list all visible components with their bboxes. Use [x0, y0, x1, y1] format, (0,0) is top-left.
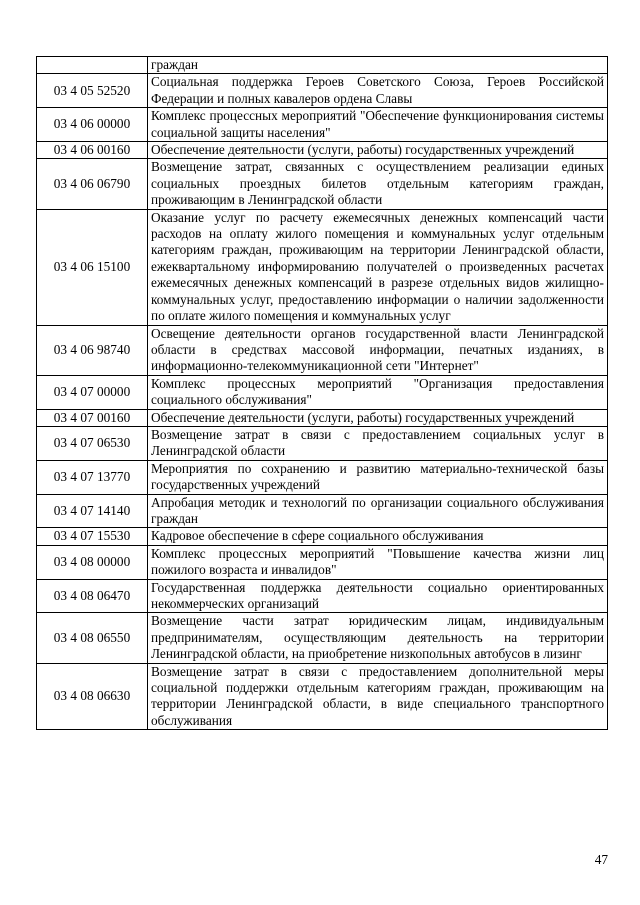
table-body	[37, 57, 608, 730]
row-name-cell: Апробация методик и технологий по организации социального обслуживания граждан	[148, 494, 608, 528]
table-row	[37, 426, 608, 460]
row-code-cell: 03 4 08 06470	[37, 579, 148, 613]
row-name-cell: Кадровое обеспечение в сфере социального обслуживания	[148, 528, 608, 545]
row-name-cell: Обеспечение деятельности (услуги, работы) государственных учреждений	[148, 409, 608, 426]
table-row	[37, 325, 608, 375]
row-code-cell: 03 4 06 15100	[37, 209, 148, 325]
row-code-cell: 03 4 05 52520	[37, 74, 148, 108]
row-name-cell: Мероприятия по сохранению и развитию материально-технической базы государственных учреждений	[148, 460, 608, 494]
row-name-cell: Оказание услуг по расчету ежемесячных денежных компенсаций части расходов на оплату жилого помещения и коммунальных услуг отдельным категориям граждан, проживающим на территории Ленинградской области, ежеквартальному информированию получателей о произведенных расчетах ежемесячных денежных компенсаций в разрезе отдельных видов жилищно-коммунальных услуг, предоставлению информации о наличии задолженности по оплате жилого помещения и коммунальных услуг	[148, 209, 608, 325]
row-code-cell: 03 4 08 06630	[37, 663, 148, 730]
row-code-cell: 03 4 07 00000	[37, 375, 148, 409]
row-code-cell: 03 4 07 06530	[37, 426, 148, 460]
table-row	[37, 579, 608, 613]
row-code-cell: 03 4 08 00000	[37, 545, 148, 579]
row-name-cell: граждан	[148, 57, 608, 74]
table-row	[37, 159, 608, 209]
row-code-cell: 03 4 07 00160	[37, 409, 148, 426]
table-row	[37, 142, 608, 159]
table-row	[37, 57, 608, 74]
row-name-cell: Возмещение затрат в связи с предоставлением социальных услуг в Ленинградской области	[148, 426, 608, 460]
table-row	[37, 409, 608, 426]
table-row	[37, 74, 608, 108]
table-row	[37, 545, 608, 579]
row-code-cell	[37, 57, 148, 74]
row-name-cell: Комплекс процессных мероприятий "Повышение качества жизни лиц пожилого возраста и инвалидов"	[148, 545, 608, 579]
table-row	[37, 528, 608, 545]
row-name-cell: Социальная поддержка Героев Советского Союза, Героев Российской Федерации и полных кавалеров ордена Славы	[148, 74, 608, 108]
row-name-cell: Освещение деятельности органов государственной власти Ленинградской области в средствах массовой информации, печатных изданиях, в информационно-телекоммуникационной сети "Интернет"	[148, 325, 608, 375]
row-name-cell: Государственная поддержка деятельности социально ориентированных некоммерческих организаций	[148, 579, 608, 613]
table-row	[37, 613, 608, 663]
row-name-cell: Возмещение затрат, связанных с осуществлением реализации единых социальных проездных билетов отдельным категориям граждан, проживающим в Ленинградской области	[148, 159, 608, 209]
table-row	[37, 375, 608, 409]
budget-classification-table	[36, 56, 608, 730]
row-name-cell: Комплекс процессных мероприятий "Обеспечение функционирования системы социальной защиты населения"	[148, 108, 608, 142]
row-code-cell: 03 4 07 14140	[37, 494, 148, 528]
row-code-cell: 03 4 06 00160	[37, 142, 148, 159]
row-code-cell: 03 4 06 98740	[37, 325, 148, 375]
page-number: 47	[594, 852, 608, 867]
table-row	[37, 108, 608, 142]
table-row	[37, 460, 608, 494]
row-name-cell: Возмещение затрат в связи с предоставлением дополнительной меры социальной поддержки отдельным категориям граждан, проживающим на территории Ленинградской области, в виде специального транспортного обслуживания	[148, 663, 608, 730]
table-row	[37, 209, 608, 325]
row-code-cell: 03 4 07 13770	[37, 460, 148, 494]
row-code-cell: 03 4 06 00000	[37, 108, 148, 142]
row-name-cell: Обеспечение деятельности (услуги, работы) государственных учреждений	[148, 142, 608, 159]
row-name-cell: Возмещение части затрат юридическим лицам, индивидуальным предпринимателям, осуществляющим деятельность на территории Ленинградской области, на приобретение низкопольных автобусов в лизинг	[148, 613, 608, 663]
table-row	[37, 494, 608, 528]
row-code-cell: 03 4 06 06790	[37, 159, 148, 209]
row-code-cell: 03 4 07 15530	[37, 528, 148, 545]
table-row	[37, 663, 608, 730]
row-code-cell: 03 4 08 06550	[37, 613, 148, 663]
row-name-cell: Комплекс процессных мероприятий "Организация предоставления социального обслуживания"	[148, 375, 608, 409]
